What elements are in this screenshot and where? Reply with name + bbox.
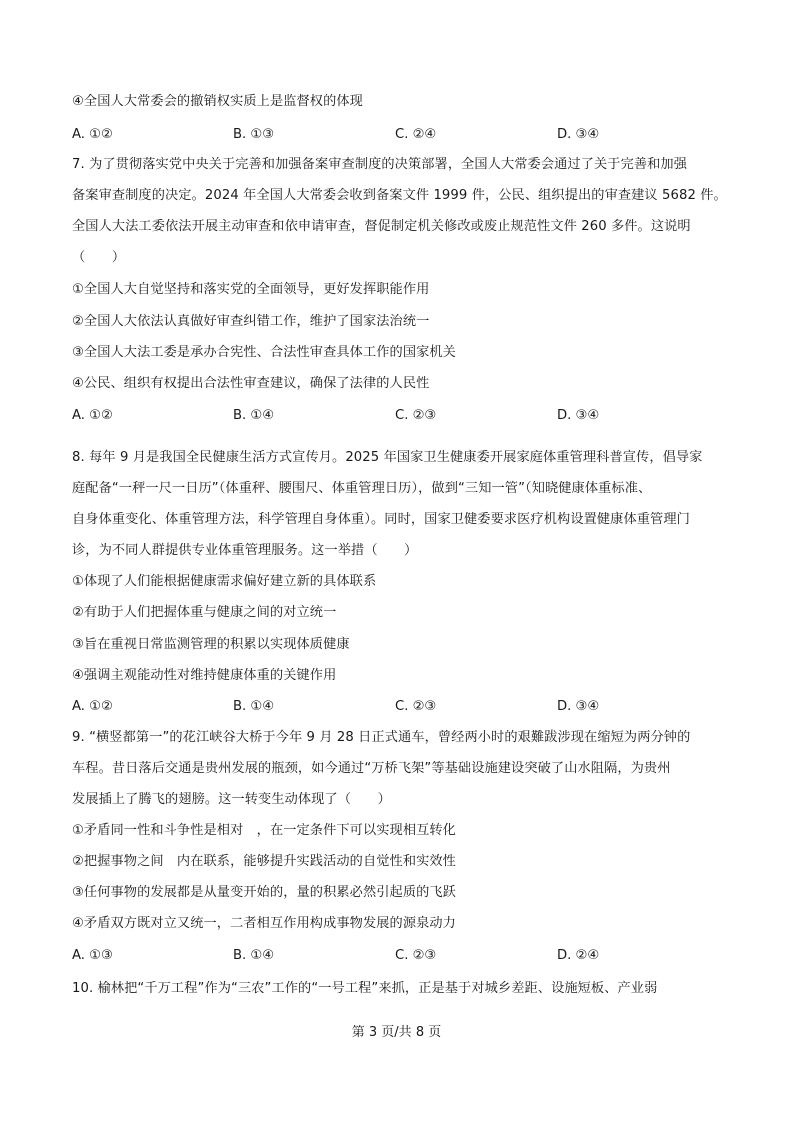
q8-statement-1: ①体现了人们能根据健康需求偏好建立新的具体联系: [72, 574, 377, 589]
q9-stem-line-2: 车程。昔日落后交通是贵州发展的瓶颈，如今通过“万桥飞架”等基础设施建设突破了山水阻隔，为贵州: [72, 761, 671, 776]
q7-stem-line-1: 7. 为了贯彻落实党中央关于完善和加强备案审查制度的决策部署，全国人大常委会通过了关于完善和加强: [72, 157, 688, 172]
q8-stem-line-2: 庭配备“一秤一尺一日历”（体重秤、腰围尺、体重管理日历），做到“三知一管”（知晓健康体重标准、: [72, 481, 652, 496]
q6-statement-4: ④全国人大常委会的撤销权实质上是监督权的体现: [72, 94, 363, 109]
q8-statement-3: ③旨在重视日常监测管理的积累以实现体质健康: [72, 637, 350, 652]
q6-option-d: D. ③④: [557, 127, 600, 142]
q7-option-a: A. ①②: [72, 408, 113, 423]
q8-statement-2: ②有助于人们把握体重与健康之间的对立统一: [72, 605, 337, 620]
q8-option-b: B. ①④: [233, 699, 275, 714]
q8-options: [72, 698, 732, 716]
q10-stem-line-1: 10. 榆林把“千万工程”作为“三农”工作的“一号工程”来抓，正是基于对城乡差距、设施短板、产业弱: [72, 981, 658, 996]
q8-option-c: C. ②③: [395, 699, 437, 714]
q6-option-a: A. ①②: [72, 127, 113, 142]
q7-statement-1: ①全国人大自觉坚持和落实党的全面领导，更好发挥职能作用: [72, 282, 430, 297]
q8-statement-4: ④强调主观能动性对维持健康体重的关键作用: [72, 668, 337, 683]
q7-option-d: D. ③④: [557, 408, 600, 423]
q7-statement-4: ④公民、组织有权提出合法性审查建议，确保了法律的人民性: [72, 376, 430, 391]
q9-option-b: B. ①④: [233, 948, 275, 963]
q9-option-a: A. ①③: [72, 948, 113, 963]
q6-options: [72, 126, 732, 144]
q9-statement-3: ③任何事物的发展都是从量变开始的，量的积累必然引起质的飞跃: [72, 885, 456, 900]
q8-option-d: D. ③④: [557, 699, 600, 714]
q9-option-c: C. ②③: [395, 948, 437, 963]
q7-option-c: C. ②③: [395, 408, 437, 423]
q9-options: [72, 947, 732, 965]
page-footer: 第 3 页/共 8 页: [351, 1025, 442, 1040]
q7-stem-line-4: （ ）: [72, 250, 126, 265]
q6-option-b: B. ①③: [233, 127, 275, 142]
q9-statement-2: ②把握事物之间 内在联系，能够提升实践活动的自觉性和实效性: [72, 854, 456, 869]
q8-stem-line-1: 8. 每年 9 月是我国全民健康生活方式宣传月。2025 年国家卫生健康委开展家庭体重管理科普宣传，倡导家: [72, 450, 703, 465]
q8-stem-line-4: 诊，为不同人群提供专业体重管理服务。这一举措（ ）: [72, 543, 418, 558]
q7-statement-3: ③全国人大法工委是承办合宪性、合法性审查具体工作的国家机关: [72, 345, 456, 360]
q9-statement-1: ①矛盾同一性和斗争性是相对 ，在一定条件下可以实现相互转化: [72, 823, 456, 838]
q7-stem-line-3: 全国人大法工委依法开展主动审查和依申请审查，督促制定机关修改或废止规范性文件 260 多件。这说明: [72, 219, 691, 234]
q9-stem-line-1: 9. “横竖都第一”的花江峡谷大桥于今年 9 月 28 日正式通车，曾经两小时的艰難跋涉现在缩短为两分钟的: [72, 730, 691, 745]
q8-stem-line-3: 自身体重变化、体重管理方法，科学管理自身体重）。同时，国家卫健委要求医疗机构设置健康体重管理门: [72, 512, 690, 527]
q7-statement-2: ②全国人大依法认真做好审查纠错工作，维护了国家法治统一: [72, 314, 430, 329]
q9-stem-line-3: 发展插上了腾飞的翅膀。这一转变生动体现了（ ）: [72, 792, 391, 807]
q9-statement-4: ④矛盾双方既对立又统一，二者相互作用构成事物发展的源泉动力: [72, 916, 456, 931]
q9-option-d: D. ②④: [557, 948, 600, 963]
q8-option-a: A. ①②: [72, 699, 113, 714]
q7-option-b: B. ①④: [233, 408, 275, 423]
q6-option-c: C. ②④: [395, 127, 437, 142]
q7-stem-line-2: 备案审查制度的决定。2024 年全国人大常委会收到备案文件 1999 件，公民、组织提出的审查建议 5682 件。: [72, 188, 727, 203]
q7-options: [72, 407, 732, 425]
